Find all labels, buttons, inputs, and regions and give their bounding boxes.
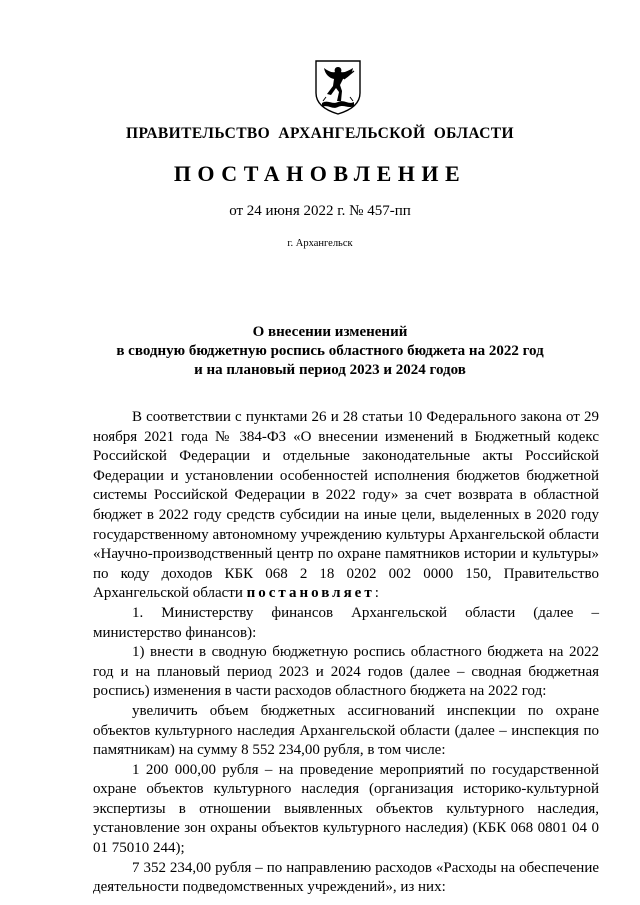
preamble-paragraph: [93, 408, 599, 604]
city: г. Архангельск: [287, 238, 353, 249]
resolves-word: постановляет: [246, 585, 375, 602]
paragraph-1: 1. Министерству финансов Архангельской области (далее – министерство финансов):: [93, 604, 599, 641]
paragraph-4: 1 200 000,00 рубля – на проведение мероприятий по государственной охране объектов культурного наследия (организация историко-культурной экспертизы в отношении выявленных объектов культурного наследия, установление зон охраны объектов культурного наследия) (КБК 068 0801 04 0 01 75010 244);: [93, 761, 599, 857]
organization-name: ПРАВИТЕЛЬСТВО АРХАНГЕЛЬСКОЙ ОБЛАСТИ: [125, 125, 514, 142]
resolves-colon: :: [374, 585, 379, 602]
title-line-1: О внесении изменений: [252, 324, 408, 340]
paragraph-2: 1) внести в сводную бюджетную роспись областного бюджета на 2022 год и на плановый период 2023 и 2024 годов (далее – сводная бюджетная роспись) изменения в части расходов областного бюджета на 2022 год:: [93, 644, 599, 700]
preamble-text: В соответствии с пунктами 26 и 28 статьи 10 Федерального закона от 29 ноября 2021 года № 384-ФЗ «О внесении изменений в Бюджетный кодекс Российской Федерации и отдельные законодательные акты Российской Федерации и установлении особенностей исполнения бюджетов бюджетной системы Российской Федерации в 2022 году» за счет возврата в областной бюджет в 2022 году средств субсидии на иные цели, выделенных в 2020 году государственному автономному учреждению культуры Архангельской области «Научно-производственный центр по охране памятников истории и культуры» по коду доходов КБК 068 2 18 0202 002 0000 150, Правительство Архангельской области: [93, 409, 599, 602]
paragraph-5: 7 352 234,00 рубля – по направлению расходов «Расходы на обеспечение деятельности подведомственных учреждений», из них:: [93, 859, 599, 896]
date-number: от 24 июня 2022 г. № 457-пп: [229, 203, 411, 219]
document-body: [93, 408, 599, 898]
title-line-2: в сводную бюджетную роспись областного бюджета на 2022 год: [116, 343, 544, 359]
document-type: ПОСТАНОВЛЕНИЕ: [173, 161, 467, 186]
coat-of-arms-icon: [314, 59, 362, 115]
title-line-3: и на плановый период 2023 и 2024 годов: [194, 362, 466, 378]
document-title: [90, 323, 570, 380]
paragraph-3: увеличить объем бюджетных ассигнований инспекции по охране объектов культурного наследия Архангельской области (далее – инспекция по памятникам) на сумму 8 552 234,00 рубля, в том числе:: [93, 702, 599, 759]
